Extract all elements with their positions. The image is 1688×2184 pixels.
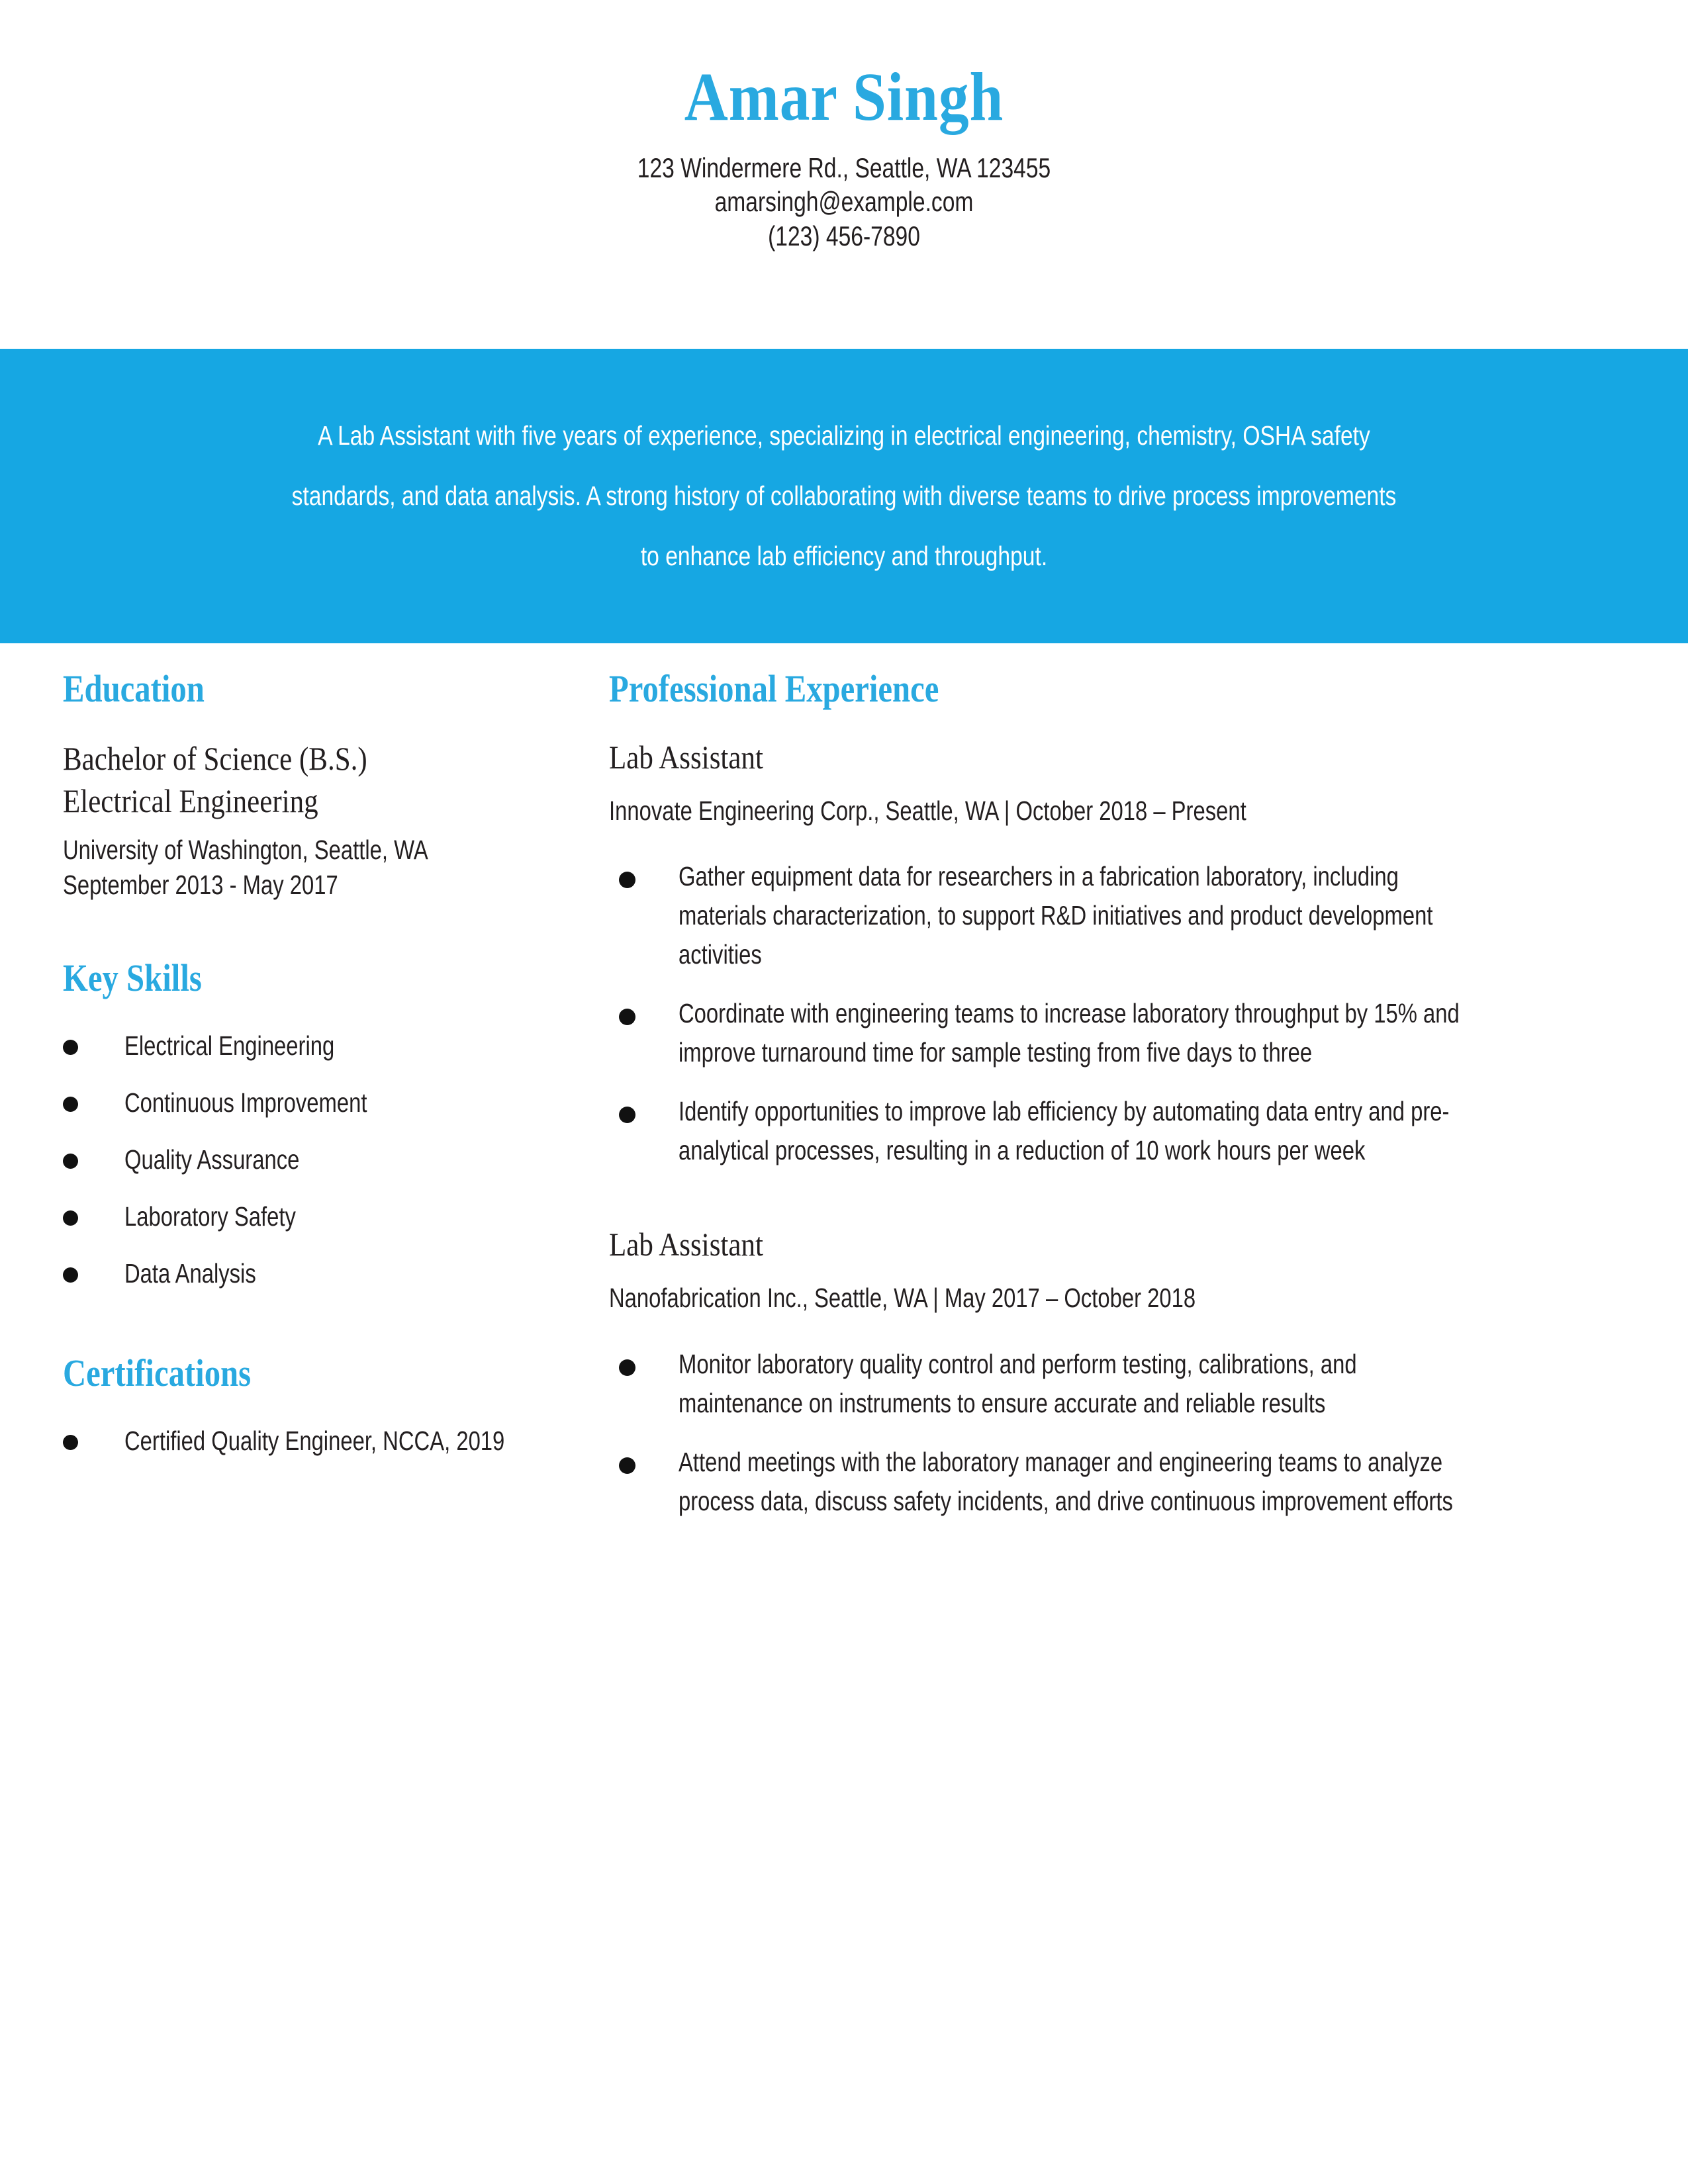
list-item [63, 1026, 569, 1065]
contact-phone: (123) 456-7890 [768, 220, 920, 251]
summary-band [0, 349, 1688, 643]
job-responsibility: Attend meetings with the laboratory manager and engineering teams to analyze process data, discuss safety incidents, and drive continuous improvement efforts [679, 1446, 1453, 1516]
list-item [609, 1443, 1483, 1521]
education-school: University of Washington, Seattle, WA [63, 835, 428, 865]
bullet-dot-icon [63, 1267, 78, 1283]
bullet-dot-icon [619, 1457, 635, 1474]
key-skill-label: Data Analysis [124, 1258, 256, 1289]
bullet-dot-icon [63, 1097, 78, 1112]
job-responsibility: Gather equipment data for researchers in a fabrication laboratory, including materials characterization, to support R&D initiatives and product development activities [679, 861, 1433, 970]
list-item [63, 1254, 569, 1293]
key-skill-label: Electrical Engineering [124, 1030, 335, 1061]
education-dates: September 2013 - May 2017 [63, 870, 338, 901]
bullet-dot-icon [63, 1210, 78, 1226]
education-entry [63, 737, 569, 903]
education-degree-line2: Electrical Engineering [63, 782, 318, 819]
bullet-dot-icon [619, 1359, 635, 1376]
job-title: Lab Assistant [609, 1226, 763, 1263]
candidate-name: Amar Singh [684, 59, 1004, 135]
job-responsibility: Coordinate with engineering teams to increase laboratory throughput by 15% and improve turnaround time for sample testing from five days to three [679, 998, 1460, 1068]
experience-entry [609, 1224, 1483, 1520]
list-item [63, 1140, 569, 1179]
job-responsibility: Identify opportunities to improve lab efficiency by automating data entry and pre-analytical processes, resulting in a reduction of 10 work hours per week [679, 1096, 1450, 1166]
resume-body [0, 667, 1688, 1541]
section-heading-education: Education [63, 667, 205, 710]
professional-summary: A Lab Assistant with five years of experience, specializing in electrical engineering, chemistry, OSHA safety standards, and data analysis. A strong history of collaborating with diverse teams to drive process improvements to enhance lab efficiency and throughput. [291, 420, 1397, 571]
contact-email[interactable]: amarsingh@example.com [714, 186, 974, 218]
key-skill-label: Laboratory Safety [124, 1201, 296, 1232]
job-company-dates: Nanofabrication Inc., Seattle, WA | May 2017 – October 2018 [609, 1283, 1196, 1314]
job-responsibility: Monitor laboratory quality control and perform testing, calibrations, and maintenance on instruments to ensure accurate and reliable results [679, 1348, 1357, 1418]
bullet-dot-icon [63, 1435, 78, 1450]
job-title: Lab Assistant [609, 739, 763, 776]
section-heading-professional-experience: Professional Experience [609, 667, 939, 710]
bullet-dot-icon [63, 1040, 78, 1055]
resume-header [0, 0, 1688, 253]
certification-label: Certified Quality Engineer, NCCA, 2019 [124, 1425, 505, 1456]
job-responsibilities-list [609, 857, 1483, 1170]
experience-entry [609, 737, 1483, 1170]
key-skill-label: Quality Assurance [124, 1144, 300, 1175]
contact-address: 123 Windermere Rd., Seattle, WA 123455 [637, 152, 1051, 184]
section-heading-certifications: Certifications [63, 1351, 252, 1394]
education-degree-line1: Bachelor of Science (B.S.) [63, 740, 367, 777]
certifications-list [63, 1422, 569, 1460]
list-item [63, 1083, 569, 1122]
job-company-dates: Innovate Engineering Corp., Seattle, WA | October 2018 – Present [609, 796, 1246, 826]
right-column [569, 667, 1688, 1541]
bullet-dot-icon [619, 1107, 635, 1123]
list-item [609, 1345, 1483, 1423]
list-item [63, 1422, 569, 1460]
list-item [609, 857, 1483, 974]
list-item [609, 994, 1483, 1072]
bullet-dot-icon [619, 872, 635, 888]
job-responsibilities-list [609, 1345, 1483, 1521]
bullet-dot-icon [619, 1009, 635, 1025]
bullet-dot-icon [63, 1154, 78, 1169]
list-item [63, 1197, 569, 1236]
key-skills-list [63, 1026, 569, 1293]
left-column [0, 667, 569, 1460]
section-heading-key-skills: Key Skills [63, 956, 202, 999]
key-skill-label: Continuous Improvement [124, 1087, 367, 1118]
list-item [609, 1092, 1483, 1170]
